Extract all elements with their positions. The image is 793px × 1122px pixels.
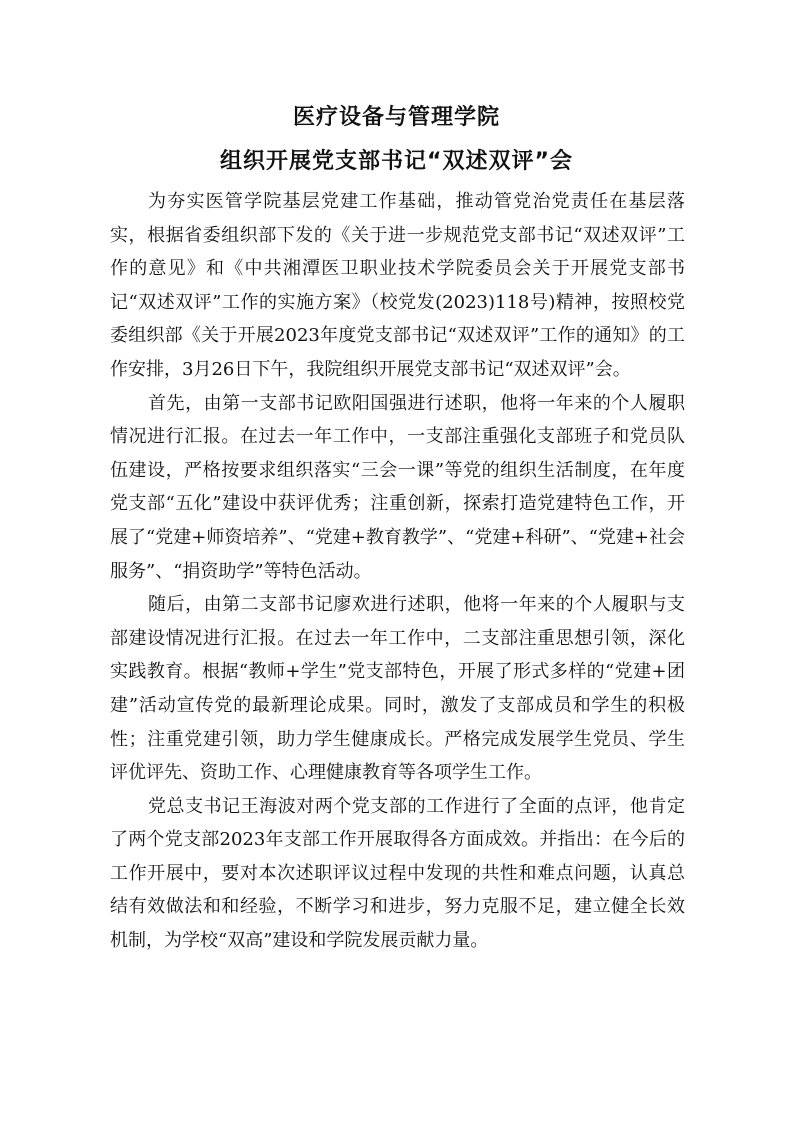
- paragraph-intro: 为夯实医管学院基层党建工作基础，推动管党治党责任在基层落实，根据省委组织部下发的《关于进一步规范党支部书记“双述双评”工作的意见》和《中共湘潭医卫职业技术学院委员会关于开展党支部书记“双述双评”工作的实施方案》（校党发(2023)118号)精神，按照校党委组织部《关于开展2023年度党支部书记“双述双评”工作的通知》的工作安排，3月26日下午，我院组织开展党支部书记“双述双评”会。: [110, 191, 685, 380]
- paragraph-second-branch: 随后，由第二支部书记廖欢进行述职，他将一年来的个人履职与支部建设情况进行汇报。在过去一年工作中，二支部注重思想引领，深化实践教育。根据“教师+学生”党支部特色，开展了形式多样的“党建+团建”活动宣传党的最新理论成果。同时，激发了支部成员和学生的积极性；注重党建引领，助力学生健康成长。严格完成发展学生党员、学生评优评先、资助工作、心理健康教育等各项学生工作。: [110, 594, 685, 784]
- document-title-line1: 医疗设备与管理学院: [292, 105, 500, 130]
- document-body: [110, 185, 685, 958]
- paragraph-conclusion: 党总支书记王海波对两个党支部的工作进行了全面的点评，他肯定了两个党支部2023年支部工作开展取得各方面成效。并指出：在今后的工作开展中，要对本次述职评议过程中发现的共性和难点问题，认真总结有效做法和和经验，不断学习和进步，努力克服不足，建立健全长效机制，为学校“双高”建设和学院发展贡献力量。: [110, 795, 685, 952]
- document-title-line2: 组织开展党支部书记“双述双评”会: [220, 149, 573, 174]
- paragraph-first-branch: 首先，由第一支部书记欧阳国强进行述职，他将一年来的个人履职情况进行汇报。在过去一年工作中，一支部注重强化支部班子和党员队伍建设，严格按要求组织落实“三会一课”等党的组织生活制度，在年度党支部“五化”建设中获评优秀；注重创新，探索打造党建特色工作，开展了“党建+师资培养”、“党建+教育教学”、“党建+科研”、“党建+社会服务”、“捐资助学”等特色活动。: [110, 392, 685, 582]
